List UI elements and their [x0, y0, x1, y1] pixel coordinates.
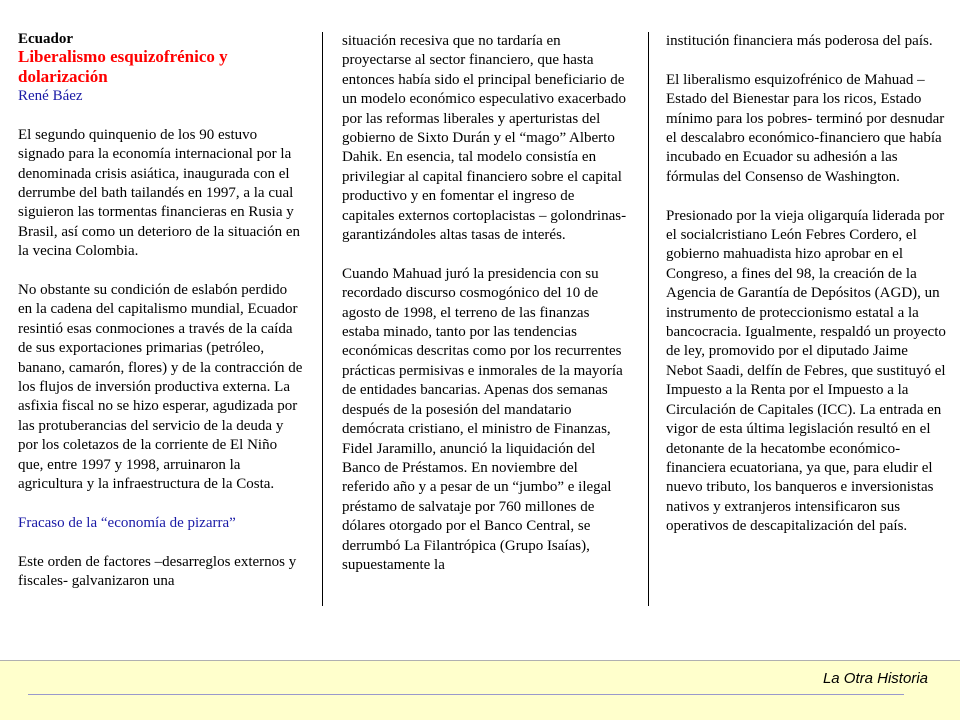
- footer-rule: [28, 694, 904, 695]
- paragraph: Cuando Mahuad juró la presidencia con su recordado discurso cosmogónico del 10 de agosto de 1998, el terreno de las finanzas estaba minado, tanto por las tendencias económicas descritas como por los recurrentes prácticas permisivas e inmorales de la mayoría de entidades bancarias. Apenas dos semanas después de la posesión del mandatario demócrata cristiano, el ministro de Finanzas, Fidel Jaramillo, anunció la liquidación del Banco de Préstamos. En noviembre del referido año y a pesar de un “jumbo” e ilegal préstamo de salvataje por 760 millones de dólares otorgado por el Banco Central, se derrumbó La Filantrópica (Grupo Isaías), supuestamente la: [342, 265, 623, 573]
- article-headline: Liberalismo esquizofrénico y dolarización: [18, 47, 228, 86]
- column-divider: [648, 32, 649, 606]
- article-author: René Báez: [18, 88, 83, 104]
- article-column-3: [666, 32, 948, 556]
- paragraph: El liberalismo esquizofrénico de Mahuad – Estado del Bienestar para los ricos, Estado mínimo para los pobres- terminó por desnudar el descalabro económico-financiero que había incubado en Ecuador su adhesión a las fórmulas del Consenso de Washington.: [666, 71, 945, 185]
- slide-footer: [0, 660, 960, 720]
- paragraph: Presionado por la vieja oligarquía liderada por el socialcristiano León Febres Cordero, el gobierno mahuadista hizo aprobar en el Congreso, a fines del 98, la creación de la Agencia de Garantía de Depósitos (AGD), un instrumento de proteccionismo estatal a la bancocracia. Igualmente, respaldó un proyecto de ley, promovido por el diputado Jaime Nebot Saadi, delfín de Febres, que sustituyó el Impuesto a la Renta por el Impuesto a la Circulación de Capitales (ICC). La entrada en vigor de esta última legislación resultó en el detonante de la hecatombe económico-financiera ecuatoriana, ya que, para eludir el nuevo tributo, los banqueros e inversionistas nativos y extranjeros intensificaron sus operativos de descapitalización del país.: [666, 207, 946, 535]
- paragraph: No obstante su condición de eslabón perdido en la cadena del capitalismo mundial, Ecuador resintió esas conmociones a través de la caída de sus exportaciones primarias (petróleo, banano, camarón, flores) y de la contracción de los flujos de inversión productiva externa. La asfixia fiscal no se hizo esperar, agudizada por las protuberancias del servicio de la deuda y por los coletazos de la corriente de El Niño que, entre 1997 y 1998, arruinaron la agricultura y la infraestructura de la Costa.: [18, 282, 303, 493]
- paragraph: El segundo quinquenio de los 90 estuvo signado para la economía internacional por la denominada crisis asiática, inaugurada con el derrumbe del bath tailandés en 1997, a la cual siguieron las tormentas financieras en Rusia y Brasil, así como un deterioro de la situación en la vecina Colombia.: [18, 126, 301, 260]
- paragraph: situación recesiva que no tardaría en proyectarse al sector financiero, que hasta entonces había sido el principal beneficiario de un modelo económico especulativo exacerbado por las reformas liberales y aperturistas del gobierno de Sixto Durán y el “mago” Alberto Dahik. En esencia, tal modelo consistía en privilegiar al capital financiero sobre el capital productivo y en fomentar el ingreso de capitales externos cortoplacistas – golondrinas- garantizándoles altas tasas de interés.: [342, 33, 627, 244]
- article-column-2: [342, 32, 627, 595]
- column-divider: [322, 32, 323, 606]
- footer-title: La Otra Historia: [822, 670, 928, 687]
- section-subheading: Fracaso de la “economía de pizarra”: [18, 514, 236, 531]
- article-column-1: [18, 32, 304, 611]
- paragraph: Este orden de factores –desarreglos externos y fiscales- galvanizaron una: [18, 553, 297, 590]
- section-label: Ecuador: [18, 31, 74, 47]
- paragraph: institución financiera más poderosa del país.: [666, 33, 933, 49]
